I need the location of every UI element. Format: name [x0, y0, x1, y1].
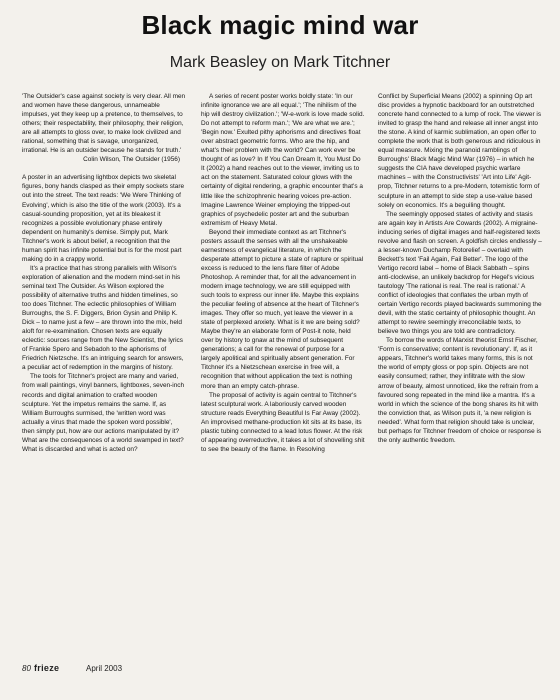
epigraph-text: 'The Outsider's case against society is very clear. All men and women have these dangerous, unnameable impulses, yet they keep up a pretence, to themselves, to others; their respectability, their philosophy, their religion, are all attempts to gloss over, to make look civilized and rational, something that is savage, unorganized, irrational. He is an outsider because he stands for truth.': [22, 93, 186, 155]
column-3-paragraph-2: The seemingly opposed states of activity and stasis are again key in Artists Are Cowards (2002). A migraine-inducing series of digital images and half-registered texts revolve and flash on screen. A goldfish circles endlessly – a lesser-known Duchamp Rotorelief – overlaid with Beckett's text 'Fail Again, Fail Better'. The logo of the Vertigo record label – home of Black Sabbath – spins anti-clockwise, an unlikely backdrop for Hegel's vicious tautology 'The rational is real. The real is rational.' A conflict of ideologies that conflates the urban myth of certain Vertigo records played backwards summoning the devil, with the static certainty of philosophic thought. An attempt to rewire seemingly irreconcilable texts, to believe two things you are told are contradictory.: [378, 210, 542, 336]
column-2-paragraph-2: Beyond their immediate context as art Titchner's posters assault the senses with all the unshakeable earnestness of evangelical literature, in which the desperate attempt to picture a state of rapture or spiritual excess is reduced to the lens flare filter of Adobe Photoshop. A reminder that, for all the advancement in modern image technology, we are still equipped with such tools to express our inner life. Maybe this explains the peculiar feeling of absence at the heart of Titchner's images. They offer so much, yet leave the viewer in a state of perplexed anxiety. What is it we are being sold? Maybe they're an elaborate form of Post-it note, held over by history to gnaw at the mind of subsequent generations; a call for the renewal of purpose for a largely apolitical and spiritually absent generation. For Titchner it's a Nietzschean exercise in free will, a recognition that without application the text is nothing more than an empty catch-phrase.: [201, 228, 364, 390]
column-1-paragraph-3: The tools for Titchner's project are many and varied, from wall paintings, vinyl banners, lightboxes, seven-inch records and digital animation to crafted wooden sculpture. Yet the impetus remains the same. If, as William Burroughs surmised, the 'written word was actually a virus that made the spoken word possible', then simply put, how are our actions manipulated by it? What are the consequences of a world swamped in text? What is discarded and what is acted on?: [22, 373, 185, 453]
column-2-paragraph-1: A series of recent poster works boldly state: 'In our infinite ignorance we are all equal.'; 'The nihilism of the hip will destroy civilization.'; 'W-e-work is love made solid. Do not attempt to reform man.'; 'We are what we are.'; 'Begin now.' Exulted pithy aphorisms and directives float over abstract geometric forms. Who are the hip, and what's their problem with the world? Can work ever be thought of as love? In If You Can Dream It, You Must Do It (2002) a hand reaches out to the viewer, inviting us to act on the statement. Saturated colour glows with the certainty of digital rendering, a graphic encounter that's a little like the schizophrenic hearing voices pre-action. Imagine Lawrence Weiner employing the tripped-out graphics of psychedelic poster art and the suburban extremism of Heavy Metal.: [201, 93, 365, 227]
article-title: Black magic mind war: [141, 10, 419, 40]
column-3: [378, 92, 542, 445]
column-3-paragraph-1: Conflict by Superficial Means (2002) a spinning Op art disc provides a hypnotic backboard for an outstretched concrete hand connected to a lump of rock. The viewer is invited to grasp the hand and release all inner angst into the stone. A kind of karmic sublimation, an open offer to complete the work that is both generous and ridiculous in equal measure. Mixing the paranoid ramblings of Burroughs' Black Magic Mind War (1976) – in which he suggests the CIA have developed psychic warfare machines – with the Constructivists' 'Art into Life' Agit-prop, Titchner returns to a pre-Modern, totemistic form of sculpture in an attempt to side step a use-value based solely on economics. It's a beguiling thought.: [378, 93, 542, 209]
magazine-name: frieze: [34, 663, 60, 673]
epigraph: [22, 92, 186, 164]
issue-date: April 2003: [86, 664, 123, 673]
column-1-paragraph-2: It's a practice that has strong parallels with Wilson's exploration of alienation and the modern mind-set in his seminal text The Outsider. As Wilson explored the possibility of alternative truths and hidden timelines, so too does Titchner. The eclectic philosophies of William Burroughs, the S. F. Diggers, Brion Gysin and Philip K. Dick – to name just a few – are thrown into the mix, held aloft for re-examination. Chosen texts are equally eclectic: sources range from the New Scientist, the lyrics of Frankie Spero and Sebadoh to the aphorisms of Friedrich Nietzsche. It's an intriguing search for answers, a peculiar act of redemption in the margins of history.: [22, 264, 184, 372]
column-3-paragraph-3: To borrow the words of Marxist theorist Ernst Fischer, 'Form is conservative; content is revolutionary'. If, as it appears, Titchner's world takes many forms, this is not the world of empty gloss or pop spin. Objects are not easily consumed; rather, they infiltrate with the slow arrow of beauty, almost unnoticed, like the refrain from a favoured song repeated in the mind like a mantra. It's a world in which the science of the bong shares its hit with the conviction that, as Wilson puts it, 'a new religion is needed'. What form that religion should take is unclear, but perhaps for Titchner freedom of choice or response is the only authentic freedom.: [378, 337, 542, 444]
epigraph-citation: Colin Wilson, The Outsider (1956): [83, 156, 180, 164]
column-2-paragraph-3: The proposal of activity is again central to Titchner's latest sculptural work. A laboriously carved wooden structure reads Everything Beautiful Is Far Away (2002). An improvised methane-production kit sits at its base, its plastic tubing connected to a lead lotus flower. At the risk of appearing overreductive, it takes a lot of shovelling shit to see the beauty of the flame. In Resolving: [201, 391, 365, 453]
column-1: [22, 92, 186, 454]
article-byline: Mark Beasley on Mark Titchner: [169, 54, 391, 71]
column-2: [201, 92, 365, 454]
page-number: 80: [22, 664, 31, 673]
page-footer: [22, 664, 542, 678]
column-1-paragraph-1: A poster in an advertising lightbox depicts two skeletal figures, bony hands clasped as their empty sockets stare out into the street. The text reads: 'We Were Thinking of Evolving', which is also the title of the work (2003). It's a casual-sounding proposition, yet at its bleakest it recognizes a possible evolutionary phase entirely dependent on humanity's demise. Simply put, Mark Titchner's work is about belief, a recognition that the human spirit has infinite potential but is for the most part making do in a crappy world.: [22, 174, 185, 263]
